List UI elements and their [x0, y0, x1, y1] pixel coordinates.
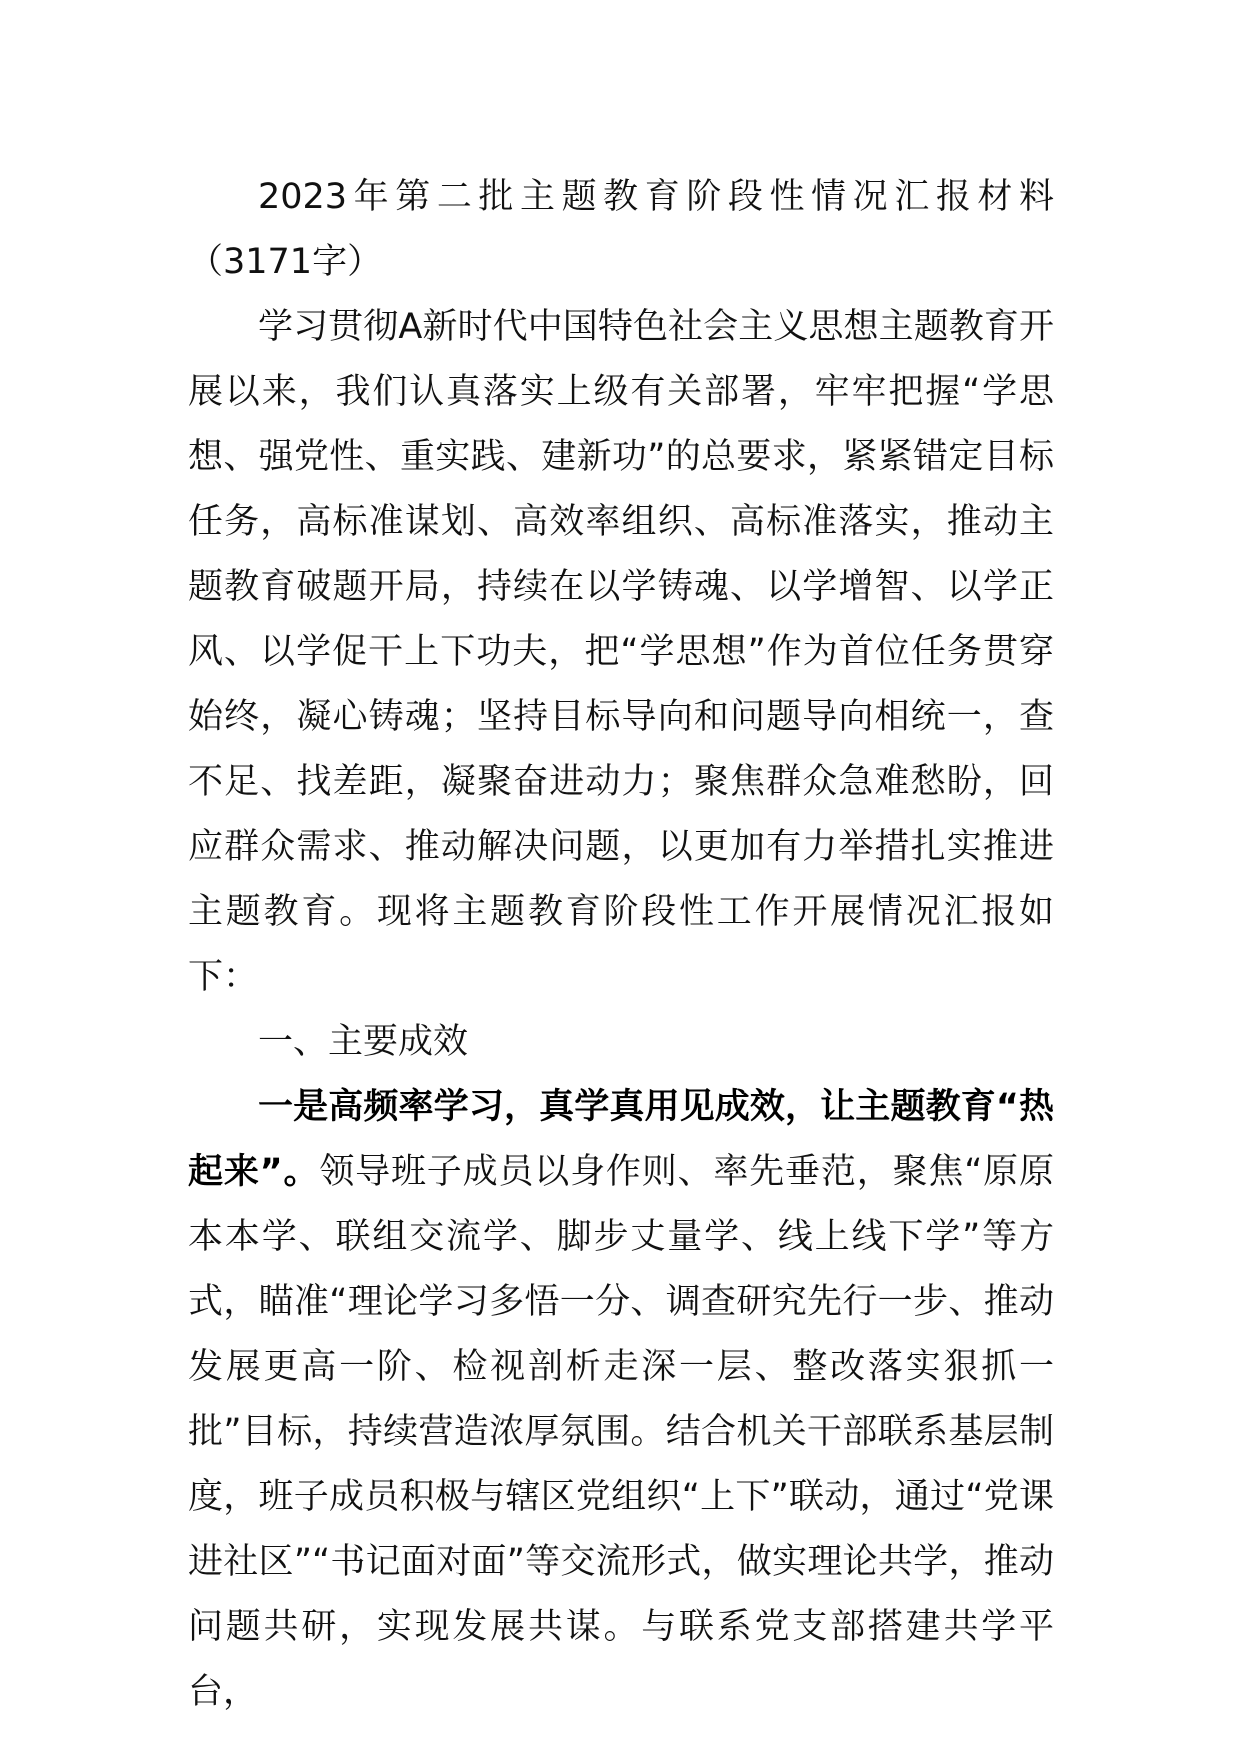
point-one-paragraph [188, 1075, 1054, 1725]
intro-paragraph: 学习贯彻A新时代中国特色社会主义思想主题教育开展以来，我们认真落实上级有关部署，牢牢把握“学思想、强党性、重实践、建新功”的总要求，紧紧错定目标任务，高标准谋划、高效率组织、高标准落实，推动主题教育破题开局，持续在以学铸魂、以学增智、以学正风、以学促干上下功夫，把“学思想”作为首位任务贯穿始终，凝心铸魂；坚持目标导向和问题导向相统一，查不足、找差距，凝聚奋进动力；聚焦群众急难愁盼，回应群众需求、推动解决问题，以更加有力举措扎实推进主题教育。现将主题教育阶段性工作开展情况汇报如下： [188, 307, 1054, 997]
section-heading: 一、主要成效 [258, 1022, 469, 1062]
document-body [188, 165, 1054, 1725]
point-one-body: 领导班子成员以身作则、率先垂范，聚焦“原原本本学、联组交流学、脚步丈量学、线上线下学”等方式，瞄准“理论学习多悟一分、调查研究先行一步、推动发展更高一阶、检视剖析走深一层、整改落实狠抓一批”目标，持续营造浓厚氛围。结合机关干部联系基层制度，班子成员积极与辖区党组织“上下”联动，通过“党课进社区”“书记面对面”等交流形式，做实理论共学，推动问题共研，实现发展共谋。与联系党支部搭建共学平台， [188, 1152, 1054, 1712]
document-title: 2023年第二批主题教育阶段性情况汇报材料（3171字） [188, 177, 1054, 282]
point-one-lead: 一是高频率学习，真学真用见成效，让主题教育“热起来”。 [188, 1087, 1054, 1192]
